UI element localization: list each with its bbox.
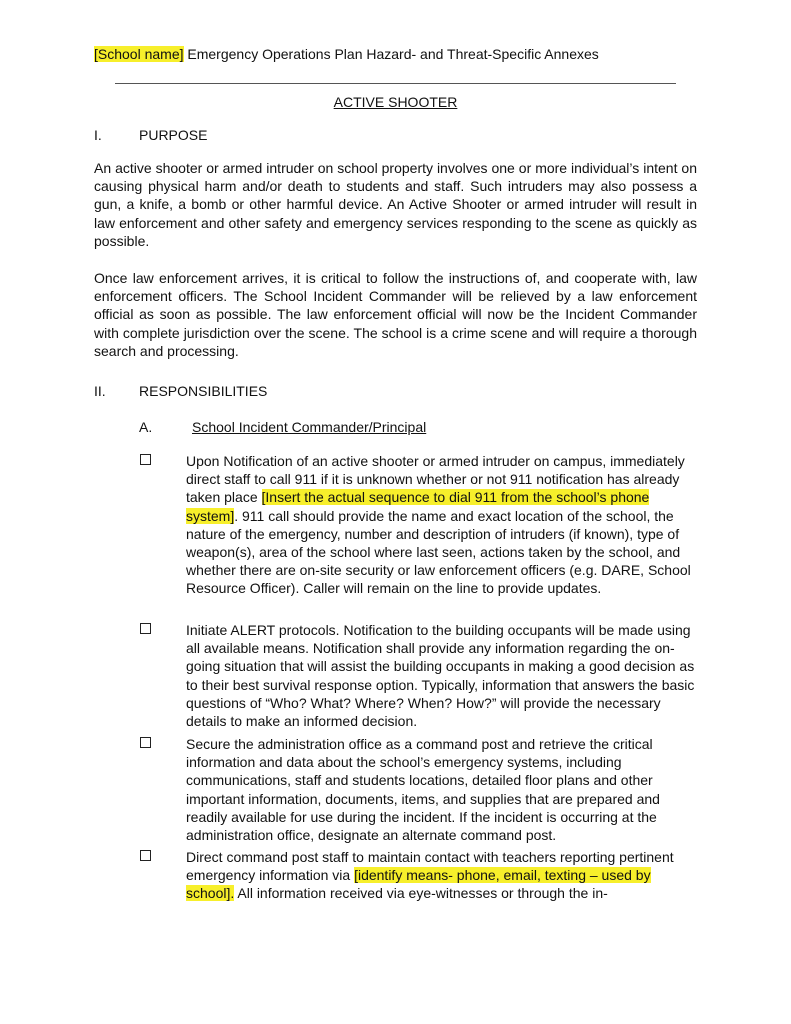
section-title-purpose: PURPOSE — [139, 127, 208, 143]
section-title-responsibilities: RESPONSIBILITIES — [139, 383, 268, 399]
checklist-item-text: Initiate ALERT protocols. Notification to the building occupants will be made using all available means. Notification shall provide any information regarding the on-going situation that will assist the building occupants in making a good decision as to their best survival response option. Typically, information that answers the basic questions of “Who? What? Where? When? How?” will provide the necessary details to make an informed decision. — [186, 622, 695, 730]
purpose-paragraph-2: Once law enforcement arrives, it is critical to follow the instructions of, and cooperate with, law enforcement officers. The School Incident Commander will be relieved by a law enforcement official as soon as possible. The law enforcement official will now be the Incident Commander with complete jurisdiction over the scene. The school is a crime scene and will require a thorough search and processing. — [94, 270, 697, 359]
header-divider — [115, 83, 676, 84]
highlighted-placeholder: [Insert the actual sequence to dial 911 from the school’s phone system] — [186, 489, 650, 524]
highlighted-placeholder: [identify means- phone, email, texting – used by school]. — [186, 867, 651, 902]
school-name-placeholder: [School name] — [94, 46, 184, 62]
purpose-paragraph-1: An active shooter or armed intruder on school property involves one or more individual’s intent on causing physical harm and/or death to students and staff. Such intruders may also possess a gun, a knife, a bomb or other harmful device. An Active Shooter or armed intruder will result in law enforcement and other safety and emergency services responding to the scene as quickly as possible. — [94, 160, 697, 249]
checklist-item-text: Secure the administration office as a command post and retrieve the critical information and data about the school’s emergency systems, including communications, staff and students locations, detailed floor plans and other important information, documents, items, and supplies that are prepared and readily available for use during the incident. If the incident is occurring at the administration office, designate an alternate command post. — [186, 736, 660, 844]
checkbox[interactable] — [140, 623, 151, 634]
checkbox[interactable] — [140, 737, 151, 748]
checklist-item-text: Direct command post staff to maintain contact with teachers reporting pertinent emergency information via [identify means- phone, email, texting – used by school]. All information received via eye-witnesses or through the in- — [186, 849, 674, 902]
section-number-2: II. — [94, 383, 106, 399]
checkbox[interactable] — [140, 850, 151, 861]
section-number-1: I. — [94, 127, 102, 143]
page-header — [94, 45, 714, 63]
header-title: Emergency Operations Plan Hazard- and Threat-Specific Annexes — [183, 46, 599, 62]
subsection-title: School Incident Commander/Principal — [192, 419, 427, 435]
document-title: ACTIVE SHOOTER — [333, 94, 458, 110]
checkbox[interactable] — [140, 454, 151, 465]
checklist-item-text: Upon Notification of an active shooter or armed intruder on campus, immediately direct staff to call 911 if it is unknown whether or not 911 notification has already taken place [Insert the actual sequence to dial 911 from the school’s phone system]. 911 call should provide the name and exact location of the school, the nature of the emergency, number and description of intruders (if known), type of weapon(s), area of the school where last seen, actions taken by the school, and whether there are on-site security or law enforcement officers (e.g. DARE, School Resource Officer). Caller will remain on the line to provide updates. — [186, 453, 691, 597]
subsection-letter: A. — [139, 419, 153, 435]
